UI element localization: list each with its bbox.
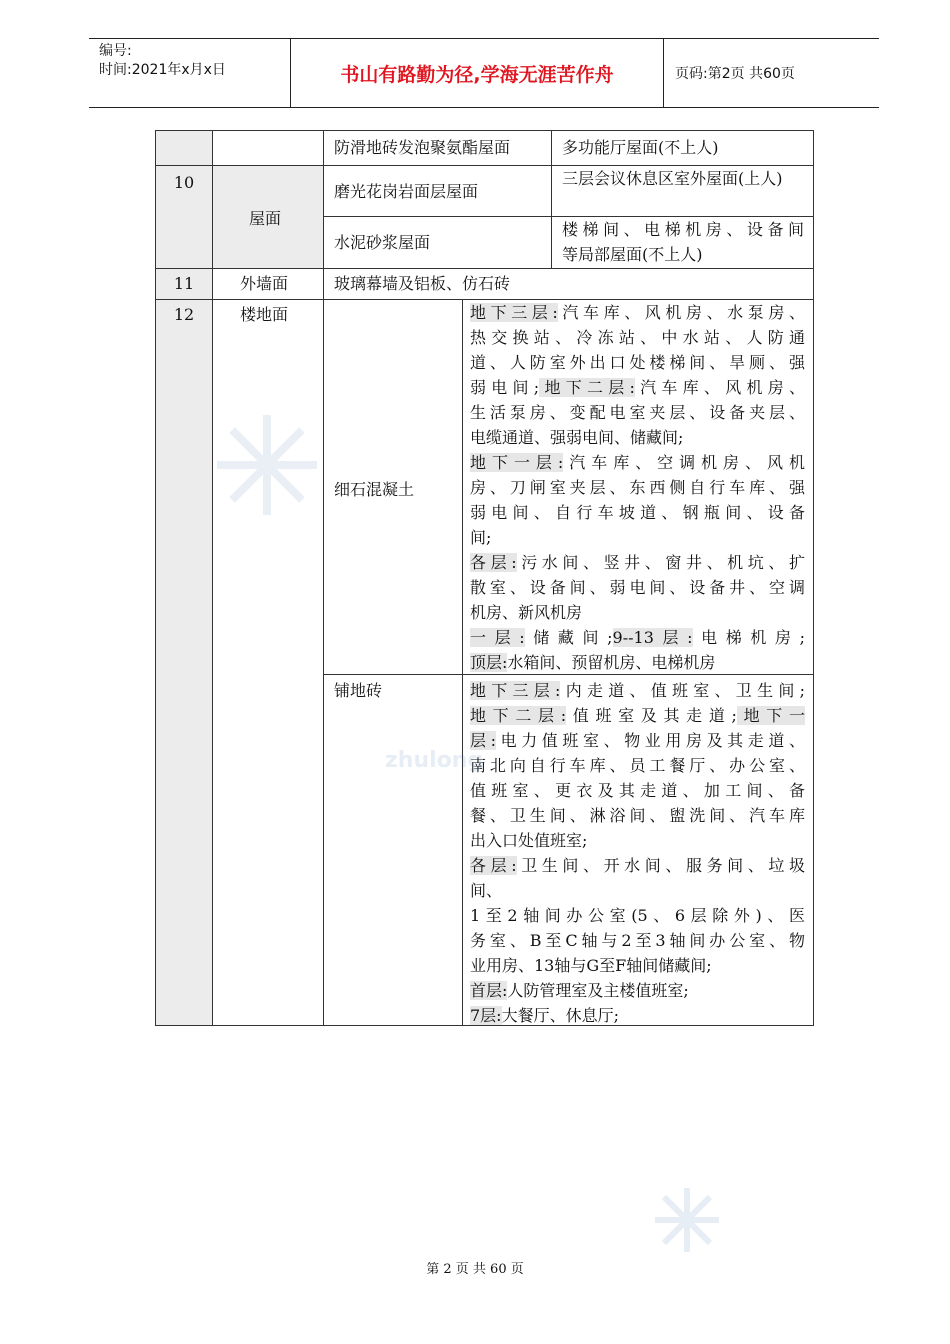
wall-desc-text: 玻璃幕墙及铝板、仿石砖 xyxy=(334,274,511,293)
row-number: 10 xyxy=(173,173,195,192)
floor-desc-line: 值班室、更衣及其走道、加工间、备 xyxy=(470,781,805,800)
row-category: 楼地面 xyxy=(240,305,289,324)
floor-desc-line: 电缆通道、强弱电间、储藏间; xyxy=(470,428,684,447)
table-cell-desc xyxy=(323,268,814,300)
table-cell-desc xyxy=(551,216,814,269)
row-category: 外墙面 xyxy=(240,274,289,293)
table-cell-type xyxy=(323,299,463,675)
row-category: 屋面 xyxy=(249,209,282,228)
roof-type-text: 磨光花岗岩面层屋面 xyxy=(334,182,479,201)
floor-desc-line: 地下三层:内走道、值班室、卫生间; xyxy=(470,681,805,700)
floor-desc-line: 7层:大餐厅、休息厅; xyxy=(470,1006,619,1025)
floor-desc-line: 餐、卫生间、淋浴间、盥洗间、汽车库 xyxy=(470,806,805,825)
page-label: 页码:第2页 共60页 xyxy=(675,66,795,82)
table-cell-num xyxy=(155,268,213,300)
row-number: 12 xyxy=(173,305,195,324)
floor-desc-line: 房、刀闸室夹层、东西侧自行车库、强 xyxy=(470,478,805,497)
floor-desc-line: 首层:人防管理室及主楼值班室; xyxy=(470,981,689,1000)
row-number: 11 xyxy=(173,274,195,293)
table-cell-category xyxy=(212,165,324,269)
header-divider xyxy=(663,39,664,107)
floor-desc-line: 各层:卫生间、开水间、服务间、垃圾 xyxy=(470,856,805,875)
roof-desc-line: 楼梯间、电梯机房、设备间 xyxy=(562,220,804,239)
roof-desc-line: 等局部屋面(不上人) xyxy=(562,245,703,264)
snowflake-watermark-icon xyxy=(652,1185,722,1255)
roof-type-text: 水泥砂浆屋面 xyxy=(334,233,431,252)
floor-type-text: 铺地砖 xyxy=(334,681,383,700)
time-label: 时间:2021年x月x日 xyxy=(99,62,226,78)
roof-desc-text: 多功能厅屋面(不上人) xyxy=(562,138,719,157)
floor-desc-line: 机房、新风机房 xyxy=(470,603,583,622)
table-cell-desc xyxy=(551,165,814,217)
header-meta xyxy=(99,42,226,80)
floor-desc-line: 一层:储藏间;9--13层:电梯机房; xyxy=(470,628,805,647)
table-cell-category xyxy=(212,130,324,166)
header-motto: 书山有路勤为径,学海无涯苦作舟 xyxy=(340,63,614,86)
table-cell-num xyxy=(155,299,213,1026)
table-cell-type xyxy=(323,165,552,217)
floor-desc-line: 地下二层:值班室及其走道;地下一 xyxy=(470,706,805,725)
floor-desc-line: 各层:污水间、竖井、窗井、机坑、扩 xyxy=(470,553,805,572)
floor-desc-line: 生活泵房、变配电室夹层、设备夹层、 xyxy=(470,403,805,422)
table-cell-desc xyxy=(551,130,814,166)
floor-desc-line: 1至2轴间办公室(5、6层除外)、医 xyxy=(470,906,805,925)
floor-desc-line: 层:电力值班室、物业用房及其走道、 xyxy=(470,731,805,750)
floor-desc-line: 务室、B至C轴与2至3轴间办公室、物 xyxy=(470,931,805,950)
table-cell-num xyxy=(155,165,213,269)
table-cell-desc xyxy=(462,674,814,1026)
page-header xyxy=(89,38,879,108)
floor-desc-line: 散室、设备间、弱电间、设备井、空调 xyxy=(470,578,805,597)
page-footer: 第 2 页 共 60 页 xyxy=(426,1262,524,1277)
table-cell-type xyxy=(323,216,552,269)
floor-desc-line: 热交换站、冷冻站、中水站、人防通 xyxy=(470,328,805,347)
floor-desc-line: 道、人防室外出口处楼梯间、旱厕、强 xyxy=(470,353,805,372)
table-cell-type xyxy=(323,130,552,166)
table-cell-category xyxy=(212,299,324,1026)
floor-desc-line: 地下一层:汽车库、空调机房、风机 xyxy=(470,453,805,472)
number-label: 编号: xyxy=(99,43,132,59)
snowflake-watermark-icon xyxy=(212,410,322,520)
floor-desc-line: 间、 xyxy=(470,881,503,900)
floor-desc-line: 顶层:水箱间、预留机房、电梯机房 xyxy=(470,653,716,672)
watermark-text: zhulong xyxy=(385,748,484,773)
roof-type-text: 防滑地砖发泡聚氨酯屋面 xyxy=(334,138,511,157)
floor-desc-line: 弱电间;地下二层:汽车库、风机房、 xyxy=(470,378,805,397)
floor-desc-line: 出入口处值班室; xyxy=(470,831,588,850)
floor-desc-line: 地下三层:汽车库、风机房、水泵房、 xyxy=(470,303,805,322)
floor-desc-line: 弱电间、自行车坡道、钢瓶间、设备 xyxy=(470,503,805,522)
floor-desc-line: 南北向自行车库、员工餐厅、办公室、 xyxy=(470,756,805,775)
table-cell-type xyxy=(323,674,463,1026)
table-cell-num xyxy=(155,130,213,166)
table-cell-category xyxy=(212,268,324,300)
table-cell-desc xyxy=(462,299,814,675)
floor-desc-line: 业用房、13轴与G至F轴间储藏间; xyxy=(470,956,712,975)
roof-desc-text: 三层会议休息区室外屋面(上人) xyxy=(562,169,783,188)
floor-type-text: 细石混凝土 xyxy=(334,480,415,499)
floor-desc-line: 间; xyxy=(470,528,492,547)
